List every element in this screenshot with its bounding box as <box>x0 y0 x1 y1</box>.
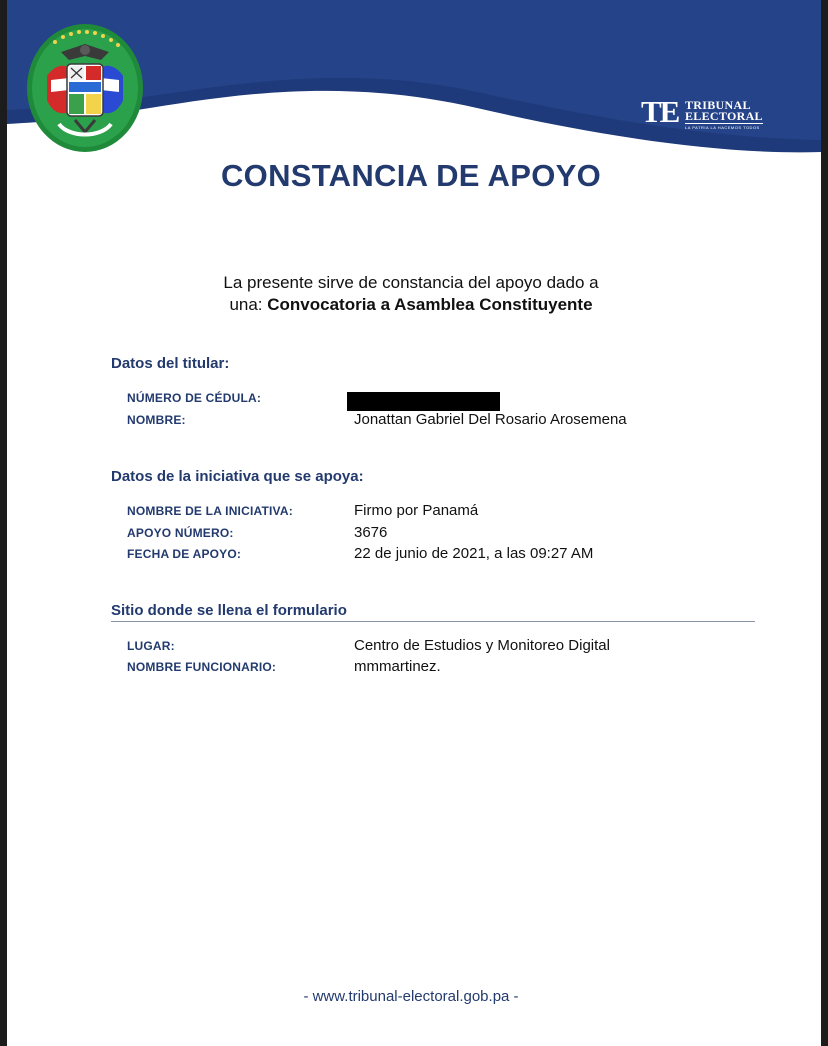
support-date-label: FECHA DE APOYO: <box>127 547 242 561</box>
intro-line-2 <box>7 294 815 316</box>
intro-prefix: una: <box>229 295 268 314</box>
cedula-redacted-value <box>347 392 500 411</box>
place-value: Centro de Estudios y Monitoreo Digital <box>354 637 610 654</box>
intro-text <box>7 272 815 316</box>
coat-of-arms-seal <box>25 20 145 154</box>
cedula-label: NÚMERO DE CÉDULA: <box>127 391 262 405</box>
section-sitio-heading: Sitio donde se llena el formulario <box>111 602 347 619</box>
support-number-value: 3676 <box>354 524 388 541</box>
te-logo-mark: TE <box>641 94 679 129</box>
document-title: CONSTANCIA DE APOYO <box>220 158 602 193</box>
te-logo-tagline: LA PATRIA LA HACEMOS TODOS <box>685 125 760 130</box>
support-date-value: 22 de junio de 2021, a las 09:27 AM <box>354 545 594 562</box>
official-name-label: NOMBRE FUNCIONARIO: <box>127 660 277 674</box>
intro-line-1: La presente sirve de constancia del apoyo dado a <box>223 273 599 292</box>
initiative-name-value: Firmo por Panamá <box>354 502 479 519</box>
te-logo-word-electoral: ELECTORAL <box>685 109 763 123</box>
section-titular-heading: Datos del titular: <box>111 355 230 372</box>
initiative-type: Convocatoria a Asamblea Constituyente <box>267 295 593 314</box>
tribunal-electoral-logo <box>641 96 781 128</box>
section-iniciativa-heading: Datos de la iniciativa que se apoya: <box>111 468 364 485</box>
document-page <box>7 0 821 1046</box>
titular-name-value: Jonattan Gabriel Del Rosario Arosemena <box>354 411 627 428</box>
section-divider <box>111 621 755 622</box>
footer-website: - www.tribunal-electoral.gob.pa - <box>303 988 519 1005</box>
official-name-value: mmmartinez. <box>354 658 441 675</box>
te-logo-word-tribunal: TRIBUNAL <box>685 98 751 112</box>
support-number-label: APOYO NÚMERO: <box>127 526 234 540</box>
titular-name-label: NOMBRE: <box>127 413 186 427</box>
initiative-name-label: NOMBRE DE LA INICIATIVA: <box>127 504 293 518</box>
place-label: LUGAR: <box>127 639 175 653</box>
